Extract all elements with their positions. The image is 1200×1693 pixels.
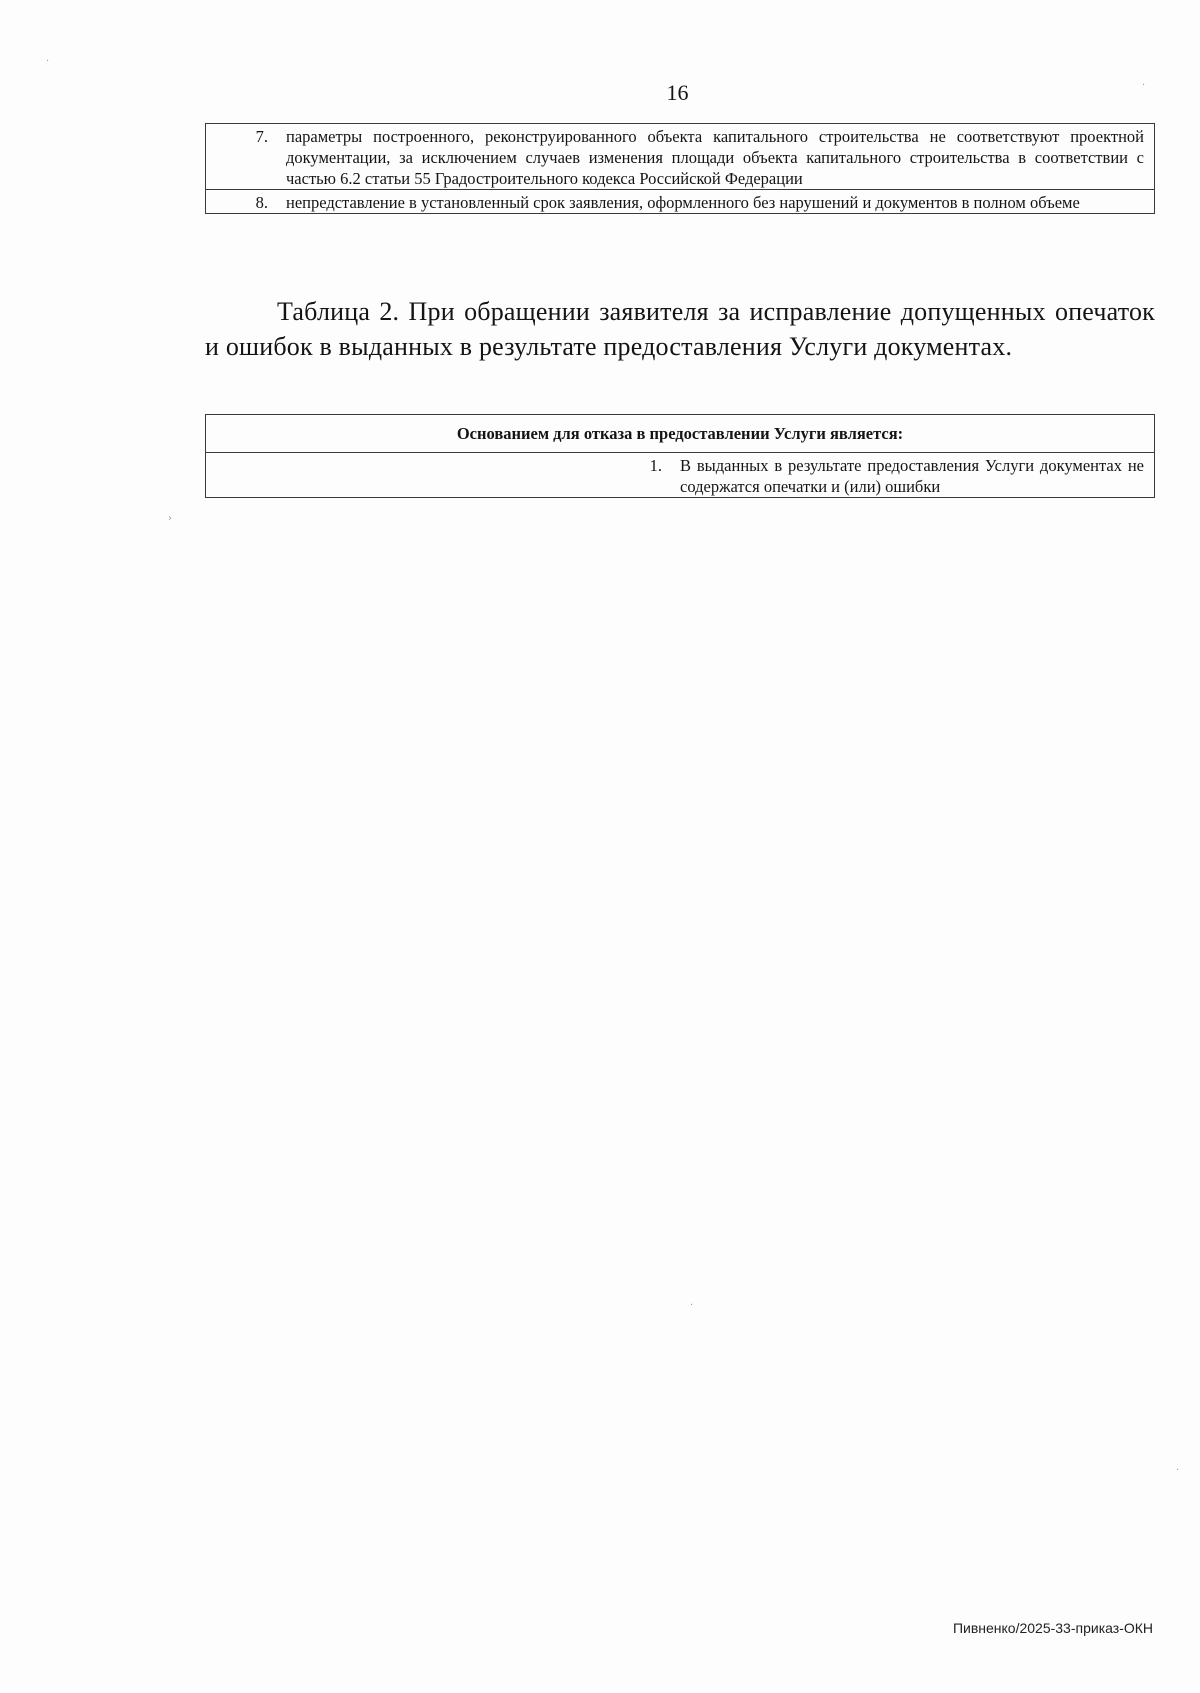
row-number: 1. — [206, 453, 681, 498]
table-caption: Таблица 2. При обращении заявителя за исправление допущенных опечаток и ошибок в выданных в результате предоставления Услуги документах. — [205, 297, 1155, 361]
row-text: непредставление в установленный срок заявления, оформленного без нарушений и документов в полном объеме — [286, 190, 1155, 214]
correction-refusal-table — [205, 414, 1155, 498]
row-text: В выданных в результате предоставления Услуги документах не содержатся опечатки и (или) ошибки — [680, 453, 1155, 498]
table-row — [206, 190, 1155, 214]
table-row — [206, 453, 1155, 498]
scan-speck: › — [168, 513, 172, 524]
refusal-grounds-table-continued — [205, 123, 1155, 214]
row-text: параметры построенного, реконструированного объекта капитального строительства не соответствуют проектной документации, за исключением случаев изменения площади объекта капитального строительства в соответствии с частью 6.2 статьи 55 Градостроительного кодекса Российской Федерации — [286, 124, 1155, 190]
page-number: 16 — [666, 80, 689, 105]
table-header: Основанием для отказа в предоставлении Услуги является: — [206, 415, 1155, 453]
scan-speck: · — [46, 56, 50, 67]
row-number: 8. — [206, 190, 287, 214]
document-footer-reference: Пивненко/2025-33-приказ-ОКН — [952, 1620, 1153, 1636]
table-row — [206, 124, 1155, 190]
scan-speck: · — [1142, 80, 1146, 91]
table-header-row — [206, 415, 1155, 453]
scan-speck: · — [1176, 1465, 1180, 1476]
row-number: 7. — [206, 124, 287, 190]
scan-speck: · — [690, 1300, 694, 1311]
